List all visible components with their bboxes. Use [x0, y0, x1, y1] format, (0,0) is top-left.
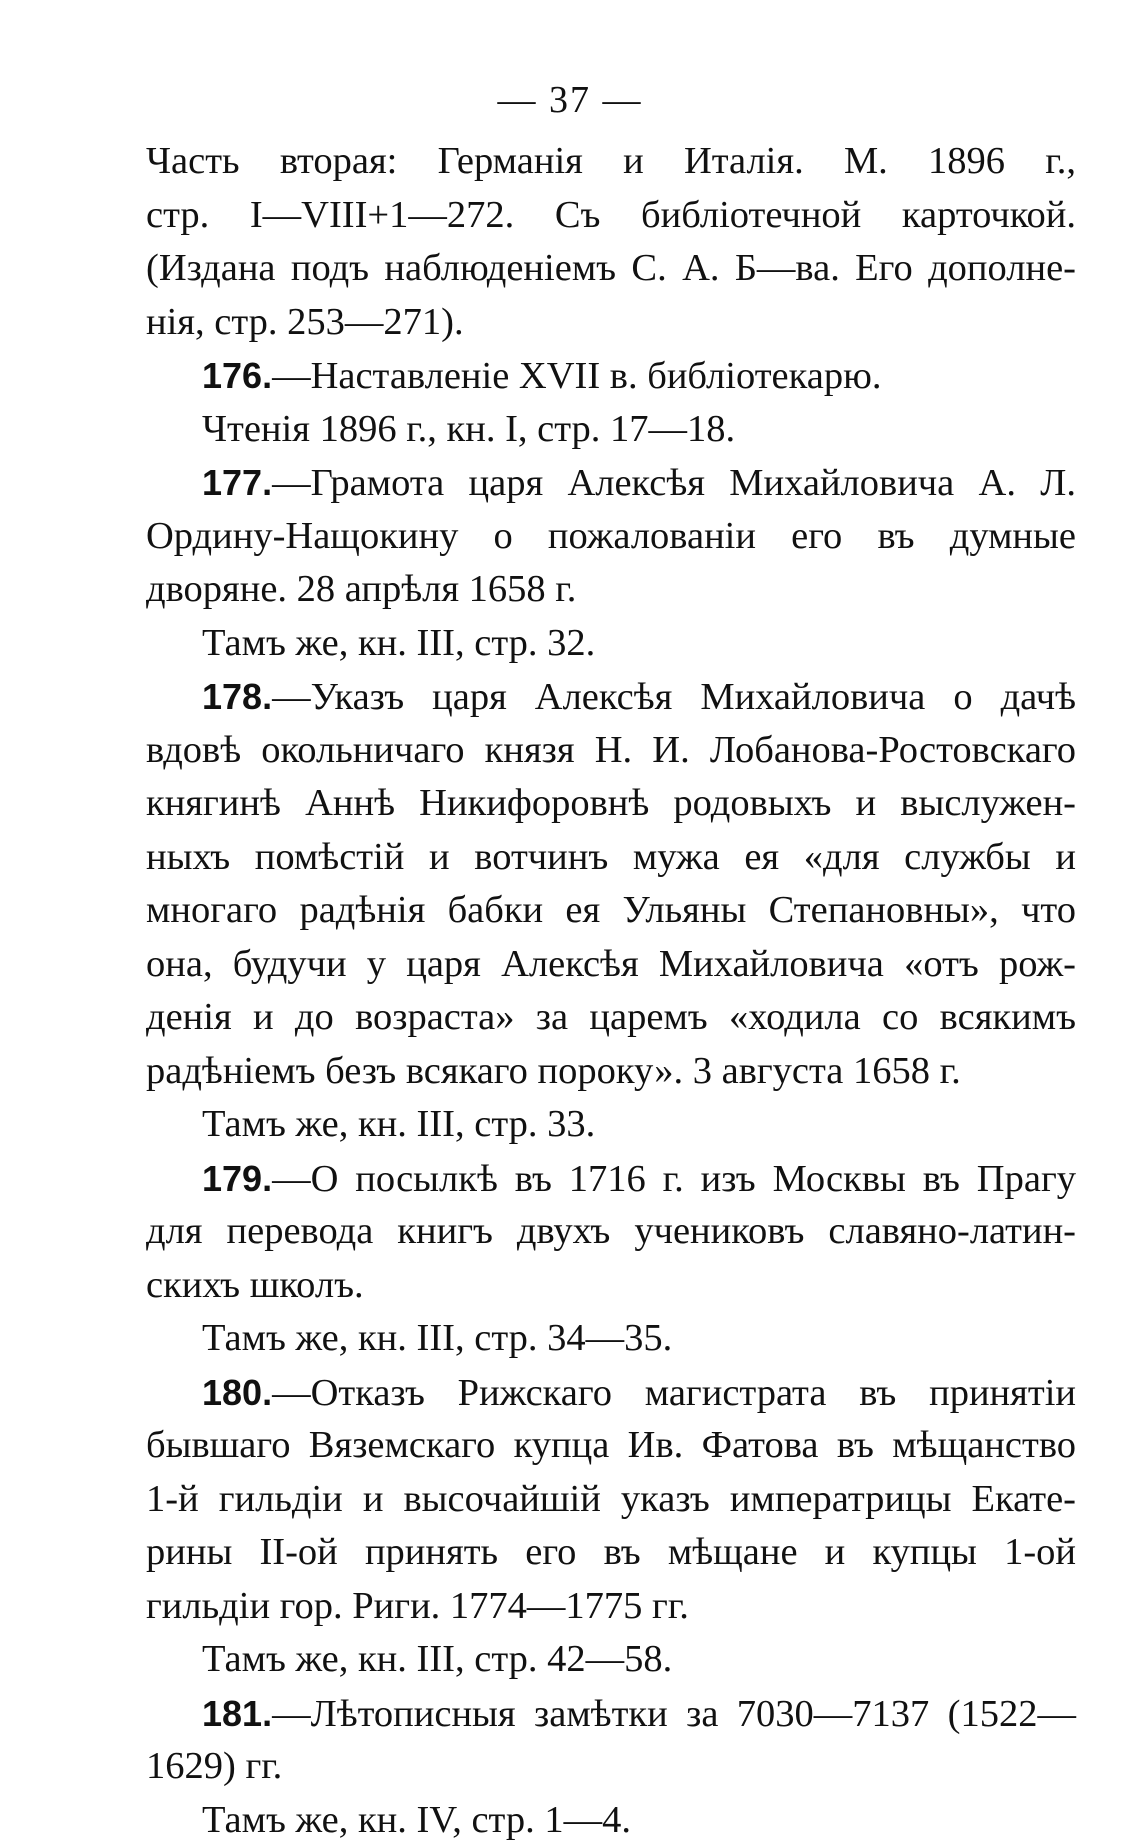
entry-line: скихъ школъ.	[146, 1259, 1076, 1313]
entry-source: Тамъ же, кн. IV, стр. 1—4.	[146, 1794, 1076, 1847]
entry-number: 181.	[202, 1693, 272, 1734]
entry-line: она, будучи у царя Алексѣя Михайловича «отъ рож-	[146, 938, 1076, 992]
entry-title: —О посылкѣ въ 1716 г. изъ Москвы въ Прагу	[272, 1158, 1076, 1200]
entry-line: 1-й гильдіи и высочайшій указъ императрицы Екате-	[146, 1473, 1076, 1527]
entry-line: княгинѣ Аннѣ Никифоровнѣ родовыхъ и выслужен-	[146, 777, 1076, 831]
entry-line: радѣніемъ безъ всякаго пороку». 3 августа 1658 г.	[146, 1045, 1076, 1099]
page-number: — 37 —	[0, 78, 1140, 122]
entry-line: ныхъ помѣстій и вотчинъ мужа ея «для службы и	[146, 831, 1076, 885]
entry-source: Тамъ же, кн. III, стр. 42—58.	[146, 1633, 1076, 1687]
entry-source: Тамъ же, кн. III, стр. 32.	[146, 617, 1076, 671]
entry-source: Тамъ же, кн. III, стр. 33.	[146, 1098, 1076, 1152]
intro-line: Часть вторая: Германія и Италія. М. 1896 г.,	[146, 135, 1076, 189]
entry-title: —Отказъ Рижскаго магистрата въ принятіи	[272, 1372, 1076, 1414]
entry-180-heading	[146, 1366, 1076, 1420]
intro-line: нія, стр. 253—271).	[146, 296, 1076, 350]
entry-line: 1629) гг.	[146, 1740, 1076, 1794]
entry-title: —Лѣтописныя замѣтки за 7030—7137 (1522—	[272, 1693, 1076, 1735]
entry-line: Ордину-Нащокину о пожалованіи его въ думные	[146, 510, 1076, 564]
entry-source: Чтенія 1896 г., кн. I, стр. 17—18.	[146, 403, 1076, 457]
entry-line: многаго радѣнія бабки ея Ульяны Степановны», что	[146, 884, 1076, 938]
entry-line: денія и до возраста» за царемъ «ходила со всякимъ	[146, 991, 1076, 1045]
entry-source: Тамъ же, кн. III, стр. 34—35.	[146, 1312, 1076, 1366]
entry-176-heading	[146, 349, 1076, 403]
entry-179-heading	[146, 1152, 1076, 1206]
intro-line: стр. I—VIII+1—272. Съ библіотечной карточкой.	[146, 189, 1076, 243]
entry-title: —Грамота царя Алексѣя Михайловича А. Л.	[272, 462, 1076, 504]
entry-number: 177.	[202, 462, 272, 503]
entry-line: бывшаго Вяземскаго купца Ив. Фатова въ мѣщанство	[146, 1419, 1076, 1473]
page-text	[146, 135, 1076, 1847]
entry-number: 178.	[202, 676, 272, 717]
entry-177-heading	[146, 456, 1076, 510]
entry-178-heading	[146, 670, 1076, 724]
entry-title: —Наставленіе XVII в. библіотекарю.	[272, 355, 881, 397]
entry-line: дворяне. 28 апрѣля 1658 г.	[146, 563, 1076, 617]
entry-line: для перевода книгъ двухъ учениковъ славяно-латин-	[146, 1205, 1076, 1259]
entry-line: вдовѣ окольничаго князя Н. И. Лобанова-Ростовскаго	[146, 724, 1076, 778]
entry-number: 180.	[202, 1372, 272, 1413]
entry-line: рины II-ой принять его въ мѣщане и купцы 1-ой	[146, 1526, 1076, 1580]
intro-line: (Издана подъ наблюденіемъ С. А. Б—ва. Его дополне-	[146, 242, 1076, 296]
entry-number: 179.	[202, 1158, 272, 1199]
entry-title: —Указъ царя Алексѣя Михайловича о дачѣ	[272, 676, 1076, 718]
entry-number: 176.	[202, 355, 272, 396]
entry-line: гильдіи гор. Риги. 1774—1775 гг.	[146, 1580, 1076, 1634]
entry-181-heading	[146, 1687, 1076, 1741]
